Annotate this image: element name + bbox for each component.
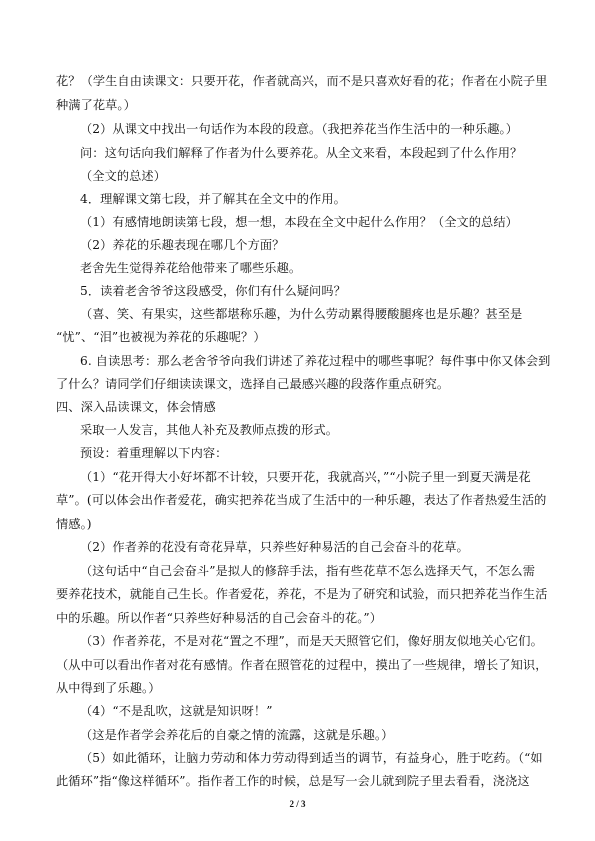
section-heading: 四、深入品读课文，体会情感 <box>56 400 216 414</box>
page-number: 2 / 3 <box>289 799 306 809</box>
text-line: （4）“不是乱吹，这就是知识呀！” <box>80 704 273 718</box>
text-line: 问：这句话向我们解释了作者为什么要养花。从全文来看，本段起到了什么作用？ <box>80 146 523 160</box>
text-line: （这是作者学会养花后的自豪之情的流露，这就是乐趣。） <box>80 728 394 742</box>
text-line: 采取一人发言，其他人补充及教师点拨的形式。 <box>80 423 339 437</box>
text-line: （1）“花开得大小好坏都不计较，只要开花，我就高兴，”“小院子里一到夏天满是花 <box>80 470 531 484</box>
text-line: 老舍先生觉得养花给他带来了哪些乐趣。 <box>80 261 302 275</box>
text-line: （这句话中“自己会奋斗”是拟人的修辞手法，指有些花草不怎么选择天气，不怎么需 <box>80 564 536 578</box>
text-line: 中的乐趣。所以作者“只养些好种易活的自己会奋斗的花。”） <box>56 611 383 625</box>
text-line: （1）有感情地朗读第七段，想一想，本段在全文中起什么作用？（全文的总结） <box>80 215 518 229</box>
text-line: （2）养花的乐趣表现在哪几个方面？ <box>80 238 285 252</box>
text-line: 花？（学生自由读课文：只要开花，作者就高兴，而不是只喜欢好看的花；作者在小院子里 <box>56 74 548 88</box>
text-line: 草”。(可以体会出作者爱花，确实把养花当成了生活中的一种乐趣，表达了作者热爱生活的 <box>56 493 547 507</box>
text-line: “忧”、“泪”也被视为养花的乐趣呢？） <box>56 330 266 344</box>
text-line: （喜、笑、有果实，这些都堪称乐趣，为什么劳动累得腰酸腿疼也是乐趣？甚至是 <box>80 307 523 321</box>
text-line: （2）作者养的花没有奇花异草，只养些好种易活的自己会奋斗的花草。 <box>80 540 469 554</box>
text-line: （3）作者养花，不是对花“置之不理”，而是天天照管它们，像好朋友似地关心它们。 <box>80 634 543 648</box>
text-line: 情感。) <box>56 517 92 531</box>
text-line: 从中得到了乐趣。） <box>56 681 161 695</box>
text-line: 6. 自读思考：那么老舍爷爷向我们讲述了养花过程中的哪些事呢？每件事中你又体会到 <box>80 354 551 368</box>
text-line: 4．理解课文第七段，并了解其在全文中的作用。 <box>80 192 346 206</box>
text-line: 5．读着老舍爷爷这段感受，你们有什么疑问吗？ <box>80 284 346 298</box>
text-line: 种满了花草。） <box>56 98 136 112</box>
text-line: 要养花技术，就能自己生长。作者爱花，养花，不是为了研究和试验，而只把养花当作生活 <box>56 587 548 601</box>
text-line: （5）如此循环，让脑力劳动和体力劳动得到适当的调节，有益身心，胜于吃药。（“如 <box>80 751 543 765</box>
text-line: 了什么？请同学们仔细读读课文，选择自己最感兴趣的段落作重点研究。 <box>56 377 450 391</box>
text-line: （从中可以看出作者对花有感情。作者在照管花的过程中，摸出了一些规律，增长了知识， <box>56 658 548 672</box>
text-line: 预设：着重理解以下内容： <box>80 446 228 460</box>
text-line: （2）从课文中找出一句话作为本段的段意。（我把养花当作生活中的一种乐趣。） <box>80 122 519 136</box>
text-line: （全文的总述） <box>80 169 167 183</box>
text-line: 此循环”指“像这样循环”。指作者工作的时候，总是写一会儿就到院子里去看看，浇浇这 <box>56 774 530 788</box>
